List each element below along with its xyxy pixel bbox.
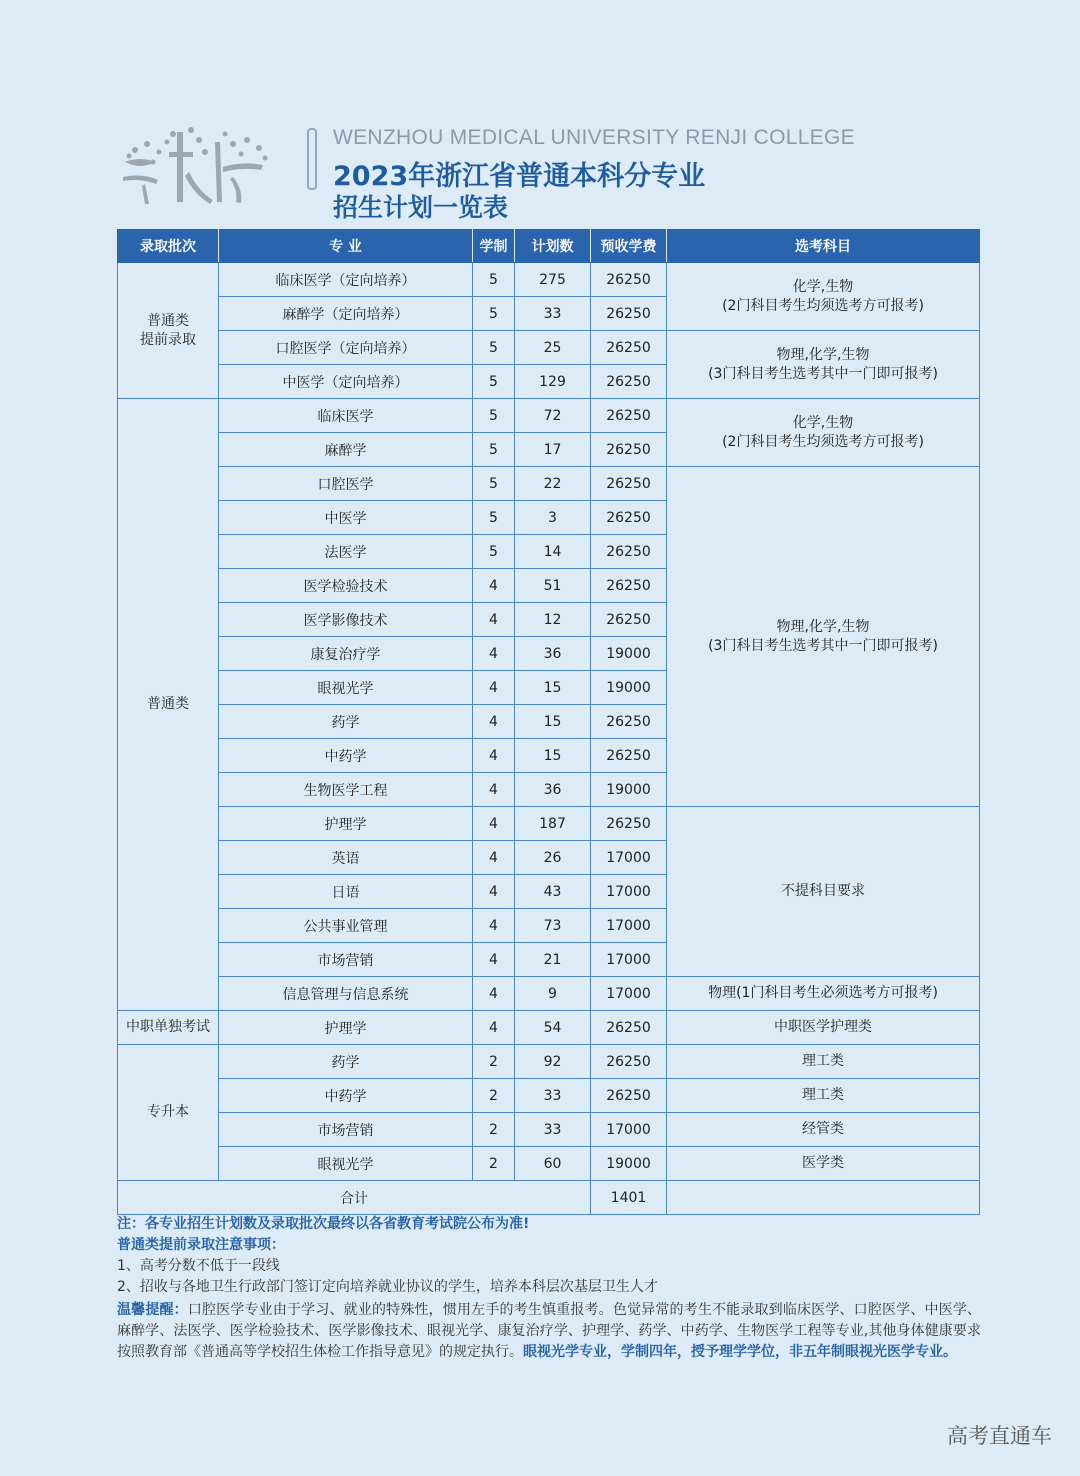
warm-reminder-label: 温馨提醒：: [117, 1302, 188, 1318]
major-cell: 医学检验技术: [219, 569, 473, 603]
plan-cell: 22: [515, 467, 591, 501]
subjects-cell: 化学,生物 (2门科目考生均须选考方可报考): [667, 263, 980, 331]
note-disclaimer: 注：各专业招生计划数及录取批次最终以各省教育考试院公布为准!: [117, 1216, 530, 1232]
plan-cell: 60: [515, 1147, 591, 1181]
enrollment-plan-table: [117, 229, 980, 1215]
major-cell: 市场营销: [219, 1113, 473, 1147]
table-header-row: [118, 230, 980, 263]
plan-cell: 51: [515, 569, 591, 603]
plan-cell: 33: [515, 1113, 591, 1147]
note-early-admission-title: 普通类提前录取注意事项：: [117, 1237, 285, 1253]
years-cell: 4: [473, 603, 515, 637]
plan-cell: 14: [515, 535, 591, 569]
plan-cell: 129: [515, 365, 591, 399]
major-cell: 康复治疗学: [219, 637, 473, 671]
years-cell: 4: [473, 807, 515, 841]
years-cell: 4: [473, 773, 515, 807]
plan-cell: 72: [515, 399, 591, 433]
plan-cell: 3: [515, 501, 591, 535]
major-cell: 药学: [219, 1045, 473, 1079]
years-cell: 5: [473, 467, 515, 501]
major-cell: 护理学: [219, 807, 473, 841]
watermark: 高考直通车: [947, 1424, 1052, 1448]
fee-cell: 26250: [591, 569, 667, 603]
major-cell: 公共事业管理: [219, 909, 473, 943]
total-row: [118, 1181, 980, 1215]
plan-cell: 21: [515, 943, 591, 977]
fee-cell: 26250: [591, 467, 667, 501]
major-cell: 中药学: [219, 739, 473, 773]
fee-cell: 26250: [591, 739, 667, 773]
years-cell: 5: [473, 297, 515, 331]
batch-cell: 中职单独考试: [118, 1011, 219, 1045]
table-row: [118, 1011, 980, 1045]
major-cell: 中医学: [219, 501, 473, 535]
plan-cell: 36: [515, 773, 591, 807]
major-cell: 临床医学（定向培养）: [219, 263, 473, 297]
plan-cell: 25: [515, 331, 591, 365]
fee-cell: 26250: [591, 603, 667, 637]
table-row: [118, 1045, 980, 1079]
fee-cell: 19000: [591, 637, 667, 671]
major-cell: 护理学: [219, 1011, 473, 1045]
years-cell: 5: [473, 365, 515, 399]
total-value: 1401: [591, 1181, 667, 1215]
table-row: [118, 467, 980, 501]
years-cell: 5: [473, 535, 515, 569]
subjects-cell: 不提科目要求: [667, 807, 980, 977]
years-cell: 4: [473, 909, 515, 943]
subjects-cell: 经管类: [667, 1113, 980, 1147]
batch-cell: 专升本: [118, 1045, 219, 1181]
plan-cell: 15: [515, 705, 591, 739]
fee-cell: 17000: [591, 943, 667, 977]
major-cell: 眼视光学: [219, 1147, 473, 1181]
years-cell: 5: [473, 263, 515, 297]
fee-cell: 26250: [591, 399, 667, 433]
plan-cell: 275: [515, 263, 591, 297]
table-row: [118, 263, 980, 297]
major-cell: 日语: [219, 875, 473, 909]
years-cell: 4: [473, 875, 515, 909]
major-cell: 眼视光学: [219, 671, 473, 705]
fee-cell: 17000: [591, 977, 667, 1011]
warm-reminder-text: 口腔医学专业由于学习、就业的特殊性，惯用左手的考生慎重报考。色觉异常的考生不能录取到临床医学、口腔医学、中医学、麻醉学、法医学、医学检验技术、医学影像技术、眼视光学、康复治疗学、护理学、药学、中药学、生物医学工程等专业,其他身体健康要求按照教育部《普通高等学校招生体检工作指导意见》的规定执行。: [117, 1302, 982, 1360]
note-item-1: 1、高考分数不低于一段线: [117, 1258, 280, 1274]
plan-cell: 92: [515, 1045, 591, 1079]
years-cell: 4: [473, 739, 515, 773]
fee-cell: 26250: [591, 1045, 667, 1079]
fee-cell: 17000: [591, 875, 667, 909]
plan-cell: 15: [515, 671, 591, 705]
plan-cell: 33: [515, 1079, 591, 1113]
warm-reminder: [117, 1300, 981, 1363]
subjects-cell: 理工类: [667, 1045, 980, 1079]
col-header-subjects: 选考科目: [667, 230, 980, 263]
table-row: [118, 807, 980, 841]
major-cell: 口腔医学（定向培养）: [219, 331, 473, 365]
major-cell: 药学: [219, 705, 473, 739]
plan-cell: 43: [515, 875, 591, 909]
fee-cell: 26250: [591, 1079, 667, 1113]
col-header-fee: 预收学费: [591, 230, 667, 263]
fee-cell: 26250: [591, 535, 667, 569]
fee-cell: 26250: [591, 807, 667, 841]
fee-cell: 26250: [591, 263, 667, 297]
major-cell: 中医学（定向培养）: [219, 365, 473, 399]
table-row: [118, 1147, 980, 1181]
subjects-cell: 物理(1门科目考生必须选考方可报考): [667, 977, 980, 1011]
major-cell: 中药学: [219, 1079, 473, 1113]
major-cell: 英语: [219, 841, 473, 875]
years-cell: 5: [473, 399, 515, 433]
title-divider: [307, 128, 317, 190]
fee-cell: 26250: [591, 297, 667, 331]
fee-cell: 19000: [591, 773, 667, 807]
fee-cell: 17000: [591, 1113, 667, 1147]
table-row: [118, 331, 980, 365]
major-cell: 医学影像技术: [219, 603, 473, 637]
plan-cell: 187: [515, 807, 591, 841]
note-item-2: 2、招收与各地卫生行政部门签订定向培养就业协议的学生，培养本科层次基层卫生人才: [117, 1279, 658, 1295]
plan-cell: 15: [515, 739, 591, 773]
table-row: [118, 977, 980, 1011]
batch-cell: 普通类 提前录取: [118, 263, 219, 399]
table-row: [118, 1113, 980, 1147]
major-cell: 麻醉学（定向培养）: [219, 297, 473, 331]
plan-cell: 33: [515, 297, 591, 331]
fee-cell: 19000: [591, 671, 667, 705]
col-header-years: 学制: [473, 230, 515, 263]
total-label: 合计: [118, 1181, 591, 1215]
years-cell: 4: [473, 1011, 515, 1045]
college-logo-icon: [115, 122, 280, 208]
col-header-batch: 录取批次: [118, 230, 219, 263]
years-cell: 2: [473, 1079, 515, 1113]
notes-section: [117, 1214, 981, 1363]
fee-cell: 17000: [591, 841, 667, 875]
years-cell: 4: [473, 671, 515, 705]
page-header: [115, 118, 985, 228]
years-cell: 4: [473, 569, 515, 603]
subjects-cell: 中职医学护理类: [667, 1011, 980, 1045]
years-cell: 4: [473, 977, 515, 1011]
major-cell: 市场营销: [219, 943, 473, 977]
years-cell: 5: [473, 433, 515, 467]
years-cell: 2: [473, 1113, 515, 1147]
major-cell: 麻醉学: [219, 433, 473, 467]
plan-cell: 12: [515, 603, 591, 637]
subjects-cell: 医学类: [667, 1147, 980, 1181]
major-cell: 生物医学工程: [219, 773, 473, 807]
fee-cell: 19000: [591, 1147, 667, 1181]
major-cell: 法医学: [219, 535, 473, 569]
years-cell: 4: [473, 943, 515, 977]
subjects-cell: 物理,化学,生物 (3门科目考生选考其中一门即可报考): [667, 331, 980, 399]
major-cell: 信息管理与信息系统: [219, 977, 473, 1011]
col-header-major: 专 业: [219, 230, 473, 263]
years-cell: 5: [473, 501, 515, 535]
years-cell: 4: [473, 705, 515, 739]
years-cell: 4: [473, 637, 515, 671]
fee-cell: 26250: [591, 331, 667, 365]
years-cell: 5: [473, 331, 515, 365]
page-title-line1: 2023年浙江省普通本科分专业: [333, 161, 706, 192]
plan-cell: 26: [515, 841, 591, 875]
plan-cell: 73: [515, 909, 591, 943]
page-title-line2: 招生计划一览表: [333, 193, 509, 222]
fee-cell: 26250: [591, 705, 667, 739]
college-english-name: WENZHOU MEDICAL UNIVERSITY RENJI COLLEGE: [333, 126, 855, 149]
subjects-cell: 物理,化学,生物 (3门科目考生选考其中一门即可报考): [667, 467, 980, 807]
warm-reminder-emphasis: 眼视光学专业，学制四年，授予理学学位，非五年制眼视光医学专业。: [523, 1344, 957, 1360]
table-row: [118, 399, 980, 433]
fee-cell: 26250: [591, 1011, 667, 1045]
fee-cell: 26250: [591, 365, 667, 399]
years-cell: 4: [473, 841, 515, 875]
plan-cell: 54: [515, 1011, 591, 1045]
table-row: [118, 1079, 980, 1113]
plan-cell: 17: [515, 433, 591, 467]
fee-cell: 26250: [591, 433, 667, 467]
plan-cell: 9: [515, 977, 591, 1011]
major-cell: 临床医学: [219, 399, 473, 433]
batch-cell: 普通类: [118, 399, 219, 1011]
plan-cell: 36: [515, 637, 591, 671]
years-cell: 2: [473, 1147, 515, 1181]
years-cell: 2: [473, 1045, 515, 1079]
subjects-cell: 化学,生物 (2门科目考生均须选考方可报考): [667, 399, 980, 467]
fee-cell: 17000: [591, 909, 667, 943]
col-header-plan: 计划数: [515, 230, 591, 263]
major-cell: 口腔医学: [219, 467, 473, 501]
subjects-cell: 理工类: [667, 1079, 980, 1113]
fee-cell: 26250: [591, 501, 667, 535]
total-empty-fee: [667, 1181, 980, 1215]
